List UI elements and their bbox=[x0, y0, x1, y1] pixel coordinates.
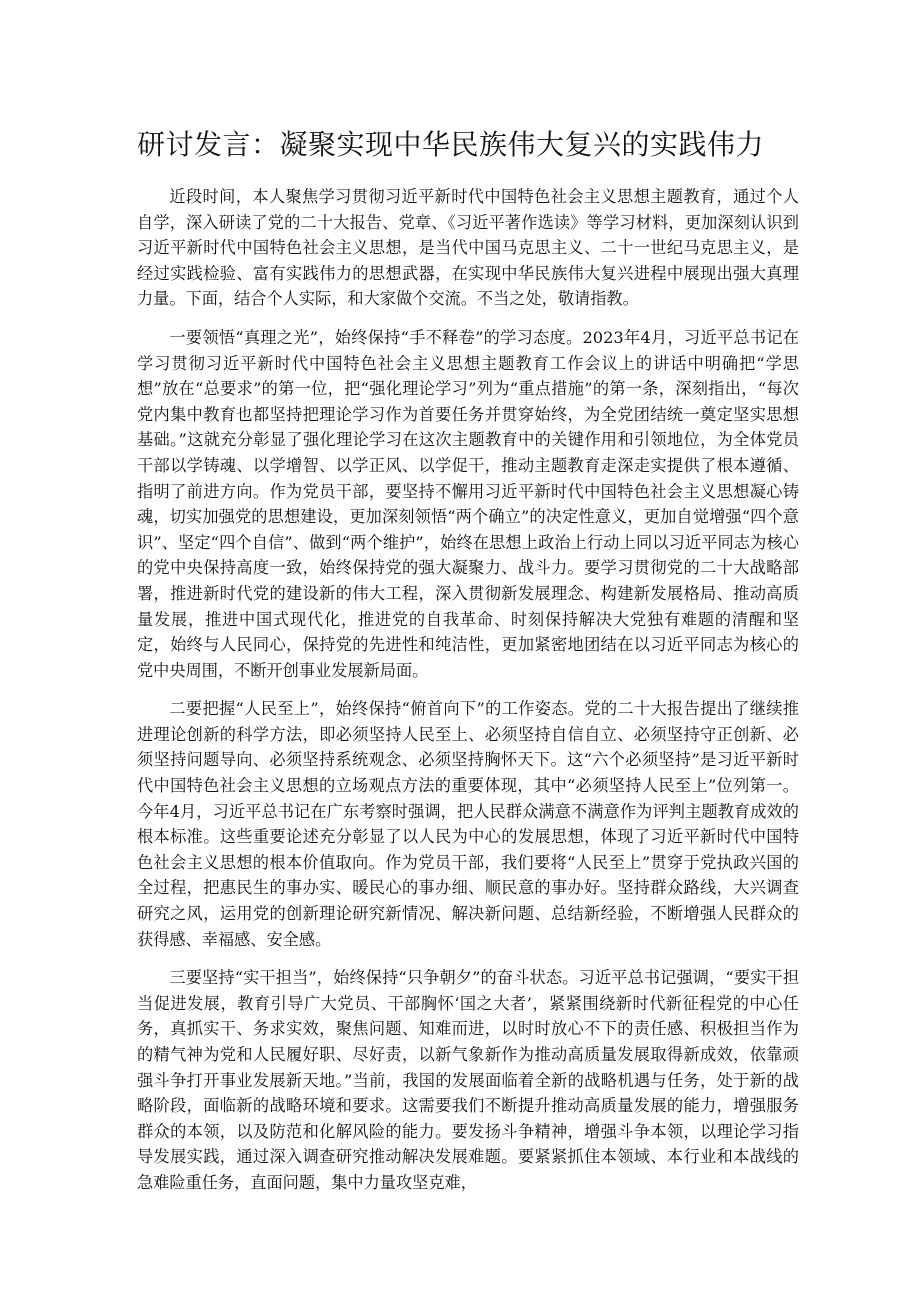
paragraph-intro: 近段时间，本人聚焦学习贯彻习近平新时代中国特色社会主义思想主题教育，通过个人自学，深入研读了党的二十大报告、党章、《习近平著作选读》等学习材料，更加深刻认识到习近平新时代中国特色社会主义思想，是当代中国马克思主义、二十一世纪马克思主义，是经过实践检验、富有实践伟力的思想武器，在实现中华民族伟大复兴进程中展现出强大真理力量。下面，结合个人实际，和大家做个交流。不当之处，敬请指教。 bbox=[137, 187, 799, 309]
document-title: 研讨发言：凝聚实现中华民族伟大复兴的实践伟力 bbox=[137, 128, 765, 161]
paragraph-point-two: 二要把握“人民至上”，始终保持“俯首向下”的工作姿态。党的二十大报告提出了继续推进理论创新的科学方法，即必须坚持人民至上、必须坚持自信自立、必须坚持守正创新、必须坚持问题导向、必须坚持系统观念、必须坚持胸怀天下。这“六个必须坚持”是习近平新时代中国特色社会主义思想的立场观点方法的重要体现，其中“必须坚持人民至上”位列第一。今年4月，习近平总书记在广东考察时强调，把人民群众满意不满意作为评判主题教育成效的根本标准。这些重要论述充分彰显了以人民为中心的发展思想，体现了习近平新时代中国特色社会主义思想的根本价值取向。作为党员干部，我们要将“人民至上”贯穿于党执政兴国的全过程，把惠民生的事办实、暖民心的事办细、顺民意的事办好。坚持群众路线，大兴调查研究之风，运用党的创新理论研究新情况、解决新问题、总结新经验，不断增强人民群众的获得感、幸福感、安全感。 bbox=[137, 699, 799, 949]
paragraph-point-three: 三要坚持“实干担当”，始终保持“只争朝夕”的奋斗状态。习近平总书记强调，“要实干担当促进发展，教育引导广大党员、干部胸怀‘国之大者’，紧紧围绕新时代新征程党的中心任务，真抓实干、务求实效，聚焦问题、知难而进，以时时放心不下的责任感、积极担当作为的精气神为党和人民履好职、尽好责，以新气象新作为推动高质量发展取得新成效，依靠顽强斗争打开事业发展新天地。”当前，我国的发展面临着全新的战略机遇与任务，处于新的战略阶段，面临新的战略环境和要求。这需要我们不断提升推动高质量发展的能力，增强服务群众的本领，以及防范和化解风险的能力。要发扬斗争精神，增强斗争本领，以理论学习指导发展实践，通过深入调查研究推动解决发展难题。要紧紧抓住本领域、本行业和本战线的急难险重任务，直面问题，集中力量攻坚克难， bbox=[137, 968, 799, 1192]
document-page bbox=[137, 120, 799, 1209]
paragraph-point-one: 一要领悟“真理之光”，始终保持“手不释卷”的学习态度。2023年4月，习近平总书记在学习贯彻习近平新时代中国特色社会主义思想主题教育工作会议上的讲话中明确把“学思想”放在“总要求”的第一位，把“强化理论学习”列为“重点措施”的第一条，深刻指出，“每次党内集中教育也都坚持把理论学习作为首要任务并贯穿始终，为全党团结统一奠定坚实思想基础。”这就充分彰显了强化理论学习在这次主题教育中的关键作用和引领地位，为全体党员干部以学铸魂、以学增智、以学正风、以学促干，推动主题教育走深走实提供了根本遵循、指明了前进方向。作为党员干部，要坚持不懈用习近平新时代中国特色社会主义思想凝心铸魂，切实加强党的思想建设，更加深刻领悟“两个确立”的决定性意义，更加自觉增强“四个意识”、坚定“四个自信”、做到“两个维护”，始终在思想上政治上行动上同以习近平同志为核心的党中央保持高度一致，始终保持党的强大凝聚力、战斗力。要学习贯彻党的二十大战略部署，推进新时代党的建设新的伟大工程，深入贯彻新发展理念、构建新发展格局、推动高质量发展，推进中国式现代化，推进党的自我革命、时刻保持解决大党独有难题的清醒和坚定，始终与人民同心，保持党的先进性和纯洁性，更加紧密地团结在以习近平同志为核心的党中央周围，不断开创事业发展新局面。 bbox=[137, 327, 799, 680]
